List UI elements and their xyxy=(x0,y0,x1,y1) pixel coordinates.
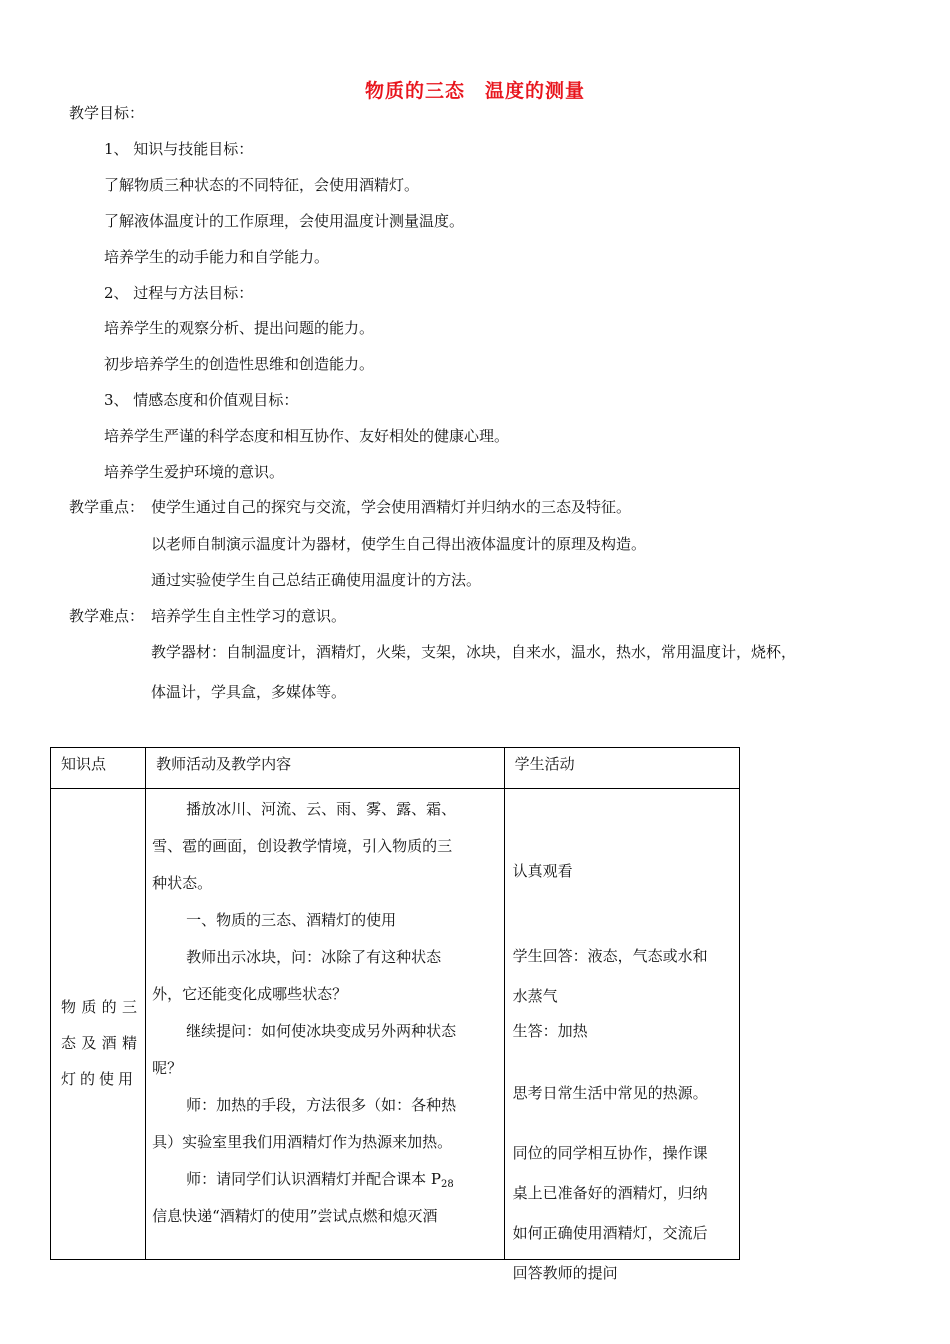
header-teacher: 教师活动及教学内容 xyxy=(156,755,292,773)
header-cell xyxy=(51,748,146,789)
teacher-line: 一、物质的三态、酒精灯的使用 xyxy=(186,911,397,929)
student-line: 认真观看 xyxy=(512,862,573,880)
table-header-row xyxy=(51,748,740,789)
student-line: 生答：加热 xyxy=(512,1022,588,1040)
student-line: 思考日常生活中常见的热源。 xyxy=(512,1084,708,1102)
key-point-line: 通过实验使学生自己总结正确使用温度计的方法。 xyxy=(151,571,482,589)
header-student: 学生活动 xyxy=(514,755,575,773)
lesson-table xyxy=(50,747,740,1282)
header-cell xyxy=(146,748,505,789)
student-line: 桌上已准备好的酒精灯，归纳 xyxy=(512,1184,708,1202)
difficulty-label: 教学难点： xyxy=(69,607,145,625)
teacher-line-with-page xyxy=(186,1169,454,1195)
process-item: 培养学生的观察分析、提出问题的能力。 xyxy=(104,319,375,337)
header-knowledge: 知识点 xyxy=(61,755,107,773)
teacher-line: 种状态。 xyxy=(152,874,213,892)
process-heading: 2、 过程与方法目标： xyxy=(104,284,254,302)
knowledge-item: 了解液体温度计的工作原理，会使用温度计测量温度。 xyxy=(104,212,465,230)
teacher-cell xyxy=(146,789,505,1260)
attitude-item: 培养学生严谨的科学态度和相互协作、友好相处的健康心理。 xyxy=(104,427,510,445)
teacher-line: 播放冰川、河流、云、雨、雾、露、霜、 xyxy=(186,800,457,818)
knowledge-point-text: 物质的三态及酒精灯的使用 xyxy=(61,998,141,1088)
knowledge-heading: 1、 知识与技能目标： xyxy=(104,140,254,158)
teacher-line: 具）实验室里我们用酒精灯作为热源来加热。 xyxy=(152,1133,453,1151)
attitude-item: 培养学生爱护环境的意识。 xyxy=(104,463,285,481)
teacher-line: 教师出示冰块，问：冰除了有这种状态 xyxy=(186,948,442,966)
equipment-line: 体温计，学具盒，多媒体等。 xyxy=(151,683,347,701)
teacher-line: 雪、雹的画面，创设教学情境，引入物质的三 xyxy=(152,837,453,855)
knowledge-item: 了解物质三种状态的不同特征，会使用酒精灯。 xyxy=(104,176,420,194)
student-line: 如何正确使用酒精灯，交流后 xyxy=(512,1224,708,1242)
objectives-heading: 教学目标： xyxy=(69,104,145,122)
key-point-line: 以老师自制演示温度计为器材，使学生自己得出液体温度计的原理及构造。 xyxy=(151,535,647,553)
student-line: 学生回答：液态，气态或水和 xyxy=(512,947,708,965)
teacher-line: 呢？ xyxy=(152,1059,183,1077)
page-subscript: 28 xyxy=(441,1179,454,1190)
equipment-line: 教学器材：自制温度计，酒精灯，火柴，支架，冰块，自来水，温水，热水，常用温度计，烧杯， xyxy=(151,643,797,661)
document-title: 物质的三态 温度的测量 xyxy=(364,80,585,102)
teacher-line: 继续提问：如何使冰块变成另外两种状态 xyxy=(186,1022,457,1040)
student-line: 同位的同学相互协作，操作课 xyxy=(512,1144,708,1162)
student-cell xyxy=(504,789,739,1282)
difficulty-line: 培养学生自主性学习的意识。 xyxy=(151,607,347,625)
teacher-line: 师：请同学们认识酒精灯并配合课本 P xyxy=(186,1170,441,1188)
student-line: 回答教师的提问 xyxy=(512,1264,618,1282)
key-point-line: 使学生通过自己的探究与交流，学会使用酒精灯并归纳水的三态及特征。 xyxy=(151,498,632,516)
table-row xyxy=(51,789,740,1260)
header-cell xyxy=(504,748,739,789)
knowledge-cell xyxy=(51,789,146,1260)
knowledge-item: 培养学生的动手能力和自学能力。 xyxy=(104,248,330,266)
student-line: 水蒸气 xyxy=(512,987,558,1005)
key-points-label: 教学重点： xyxy=(69,498,145,516)
teacher-line: 外，它还能变化成哪些状态？ xyxy=(152,985,348,1003)
teacher-line: 师：加热的手段，方法很多（如：各种热 xyxy=(186,1096,457,1114)
attitude-heading: 3、 情感态度和价值观目标： xyxy=(104,391,299,409)
process-item: 初步培养学生的创造性思维和创造能力。 xyxy=(104,355,375,373)
teacher-line: 信息快递“酒精灯的使用”尝试点燃和熄灭酒 xyxy=(152,1207,438,1225)
